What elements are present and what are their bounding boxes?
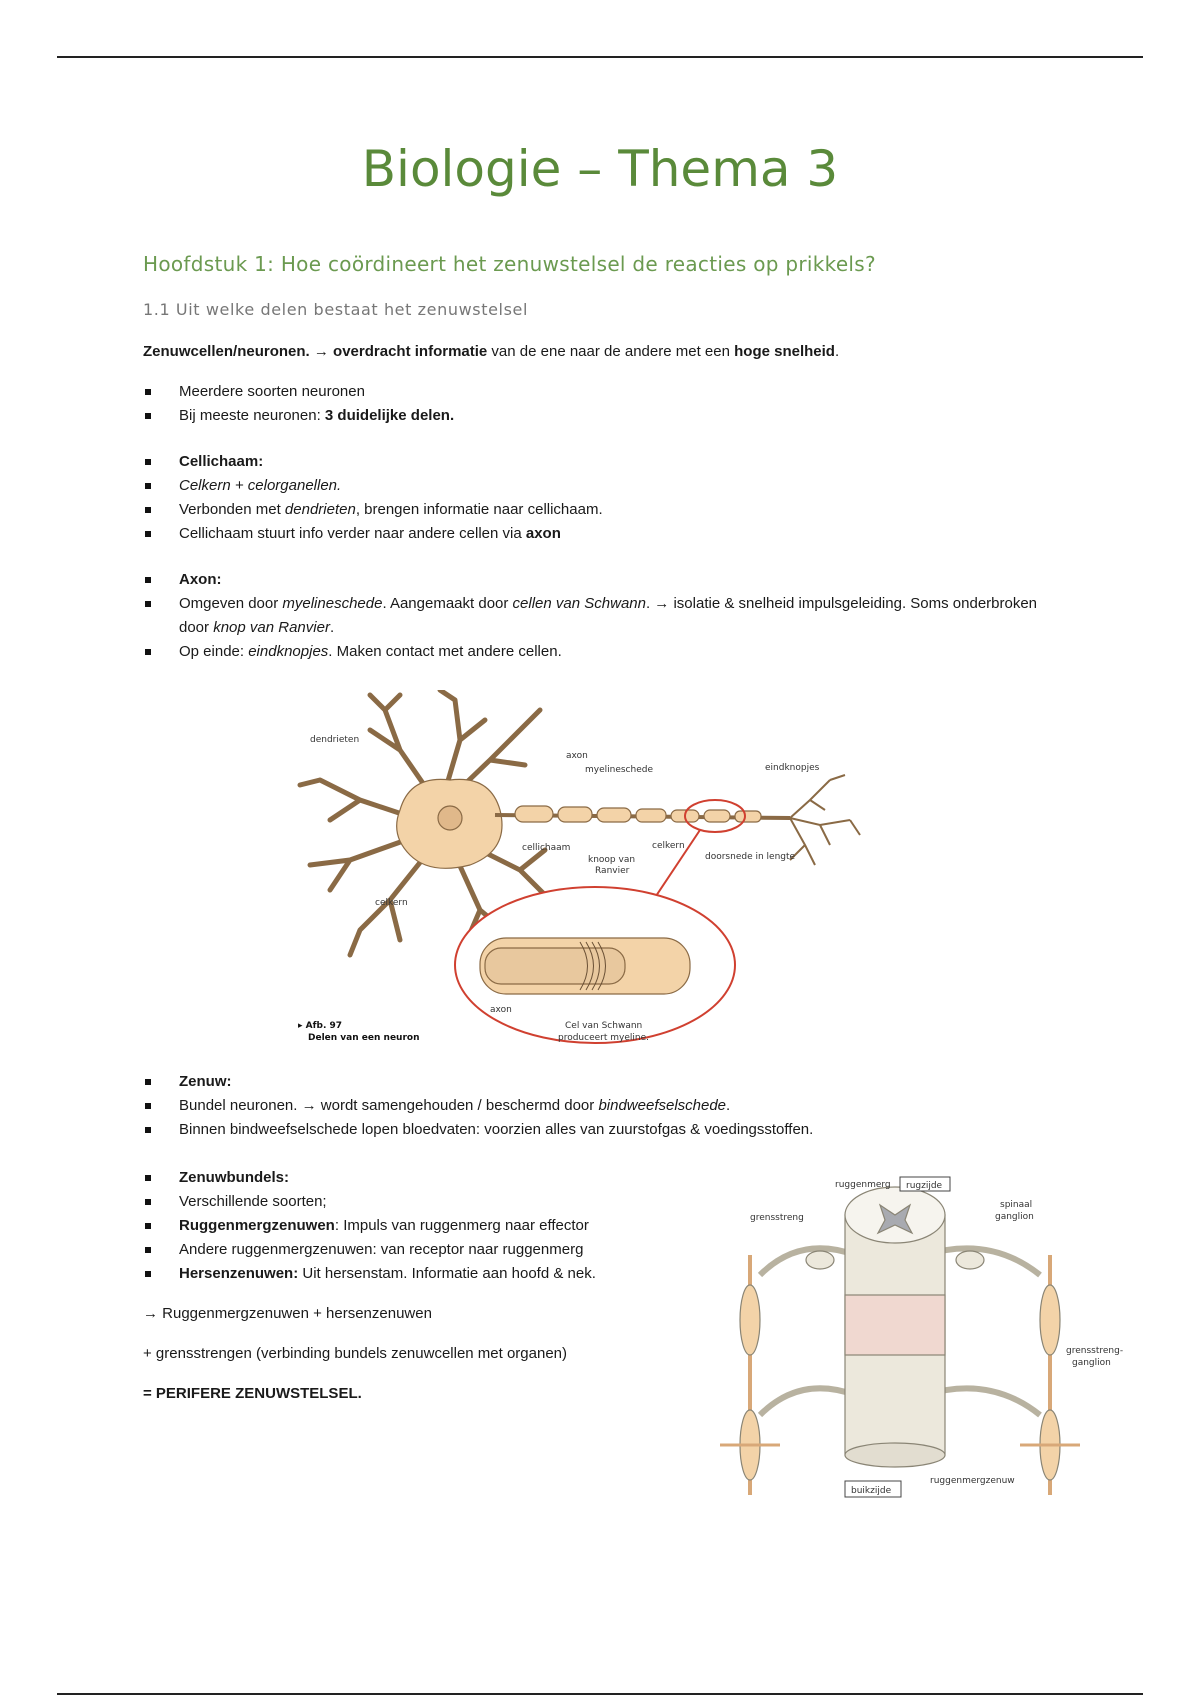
list-item-text: Celkern + celorganellen. [179,477,342,494]
terminal-branches [790,775,860,865]
text: . [726,1097,731,1114]
label-schwann-2: produceert myeline. [558,1033,649,1043]
label-axon: axon [566,751,588,761]
spine-figure [700,1165,1140,1510]
label-myelineschede: myelineschede [585,765,654,775]
intro-arrow: → [309,343,334,360]
label-schwann-1: Cel van Schwann [565,1021,643,1031]
list-item-text: Meerdere soorten neuronen [179,383,365,400]
text: . → isolatie & snelheid impulsgeleiding. Soms onderbroken door [179,595,1038,636]
list-item [143,474,1063,498]
text: . Aangemaakt door [382,595,513,612]
text: Verschillende soorten; [179,1193,327,1210]
list-item [143,592,1063,640]
list-item-heading [143,1070,1063,1094]
label-knoop-1: knoop van [588,855,636,865]
intro-term: Zenuwcellen/neuronen. [143,343,310,360]
spinal-ganglion-right [956,1251,984,1269]
top-rule [57,56,1143,58]
list-item [143,1262,683,1286]
text: dendrieten [284,501,356,518]
cellichaam-heading: Cellichaam: [179,453,264,470]
summary-line-2: + grensstrengen (verbinding bundels zenuwcellen met organen) [143,1345,568,1362]
list-item [143,380,1063,404]
list-item [143,1094,1063,1118]
text: cellen van Schwann [512,595,646,612]
text: Binnen bindweefselschede lopen bloedvaten: voorzien alles van zuurstofgas & voedingsstoffen. [179,1121,814,1138]
spinal-segment [845,1295,945,1355]
list-item [143,1118,1063,1142]
label-cellichaam: cellichaam [522,843,571,853]
label-doorsnede: doorsnede in lengte [705,852,796,862]
myelin-segment [558,807,592,822]
caption-number: ▸ Afb. 97 [298,1021,343,1031]
list-item [143,1214,683,1238]
axon-heading: Axon: [179,571,222,588]
list-item [143,522,1063,546]
list-neurons [143,380,1063,664]
neuron-figure [290,690,910,1060]
label-grensstreng: grensstreng [750,1213,804,1223]
intro-strong1: overdracht informatie [333,343,488,360]
list-item [143,640,1063,664]
text: Omgeven door [179,595,283,612]
text: axon [525,525,561,542]
text: Uit hersenstam. Informatie aan hoofd & nek. [298,1265,596,1282]
text: , brengen informatie naar cellichaam. [355,501,603,518]
label-rugzijde: rugzijde [906,1181,943,1191]
chapter-heading: Hoofdstuk 1: Hoe coördineert het zenuwstelsel de reacties op prikkels? [143,252,876,276]
myelin-segment [735,811,761,822]
text: eindknopjes [248,643,329,660]
myelin-segment [636,809,666,822]
bottom-rule [57,1693,1143,1695]
intro-mid: van de ene naar de andere met een [487,343,735,360]
label-ruggenmergzenuw: ruggenmergzenuw [930,1476,1015,1486]
page-title: Biologie – Thema 3 [361,140,839,198]
text: Cellichaam stuurt info verder naar andere cellen via [179,525,526,542]
text: Ruggenmergzenuwen [179,1217,335,1234]
text: bindweefselschede [598,1097,727,1114]
label-ruggenmerg: ruggenmerg [835,1180,891,1190]
list-item-heading [143,1166,683,1190]
axon-zoom [485,948,625,984]
spinal-ganglion-left [806,1251,834,1269]
text: Hersenzenuwen: [179,1265,299,1282]
list-item [143,498,1063,522]
summary-line-1: → Ruggenmergzenuwen + hersenzenuwen [143,1305,432,1322]
section-heading: 1.1 Uit welke delen bestaat het zenuwstelsel [143,300,529,319]
text: Andere ruggenmergzenuwen: van receptor naar ruggenmerg [179,1241,584,1258]
label-knoop-2: Ranvier [595,866,630,876]
text: knop van Ranvier [213,619,330,636]
list-item-text: Bij meeste neuronen: [179,407,325,424]
zenuwbundels-heading: Zenuwbundels: [179,1169,289,1186]
zenuw-heading: Zenuw: [179,1073,232,1090]
label-buikzijde: buikzijde [851,1486,892,1496]
list-item-heading [143,568,1063,592]
text: Bundel neuronen. → wordt samengehouden / beschermd door [179,1097,599,1114]
text: : Impuls van ruggenmerg naar effector [334,1217,589,1234]
intro-strong2: hoge snelheid [734,343,835,360]
list-item-heading [143,450,1063,474]
list-item-bold: 3 duidelijke delen. [324,407,455,424]
caption-text: Delen van een neuron [308,1033,420,1043]
label-axon-zoom: axon [490,1005,512,1015]
label-spinaal-1: spinaal [1000,1200,1033,1210]
summary-line-3: = PERIFERE ZENUWSTELSEL. [143,1385,362,1402]
label-grensstreng-ganglion-1: grensstreng- [1066,1346,1124,1356]
label-spinaal-2: ganglion [995,1212,1034,1222]
list-item [143,1238,683,1262]
label-celkern-bottom: celkern [375,898,408,908]
intro-end: . [834,343,840,360]
label-celkern-top: celkern [652,841,685,851]
ganglion-left-top [740,1285,760,1355]
ganglion-right-top [1040,1285,1060,1355]
intro-paragraph [143,342,839,362]
nucleus [438,806,462,830]
text: . [329,619,335,636]
text: Op einde: [179,643,249,660]
myelin-segment [597,808,631,822]
text: . Maken contact met andere cellen. [328,643,562,660]
text: Verbonden met [179,501,285,518]
myelin-segment [704,810,730,822]
list-item [143,1190,683,1214]
myelin-segment [515,806,553,822]
label-dendrieten: dendrieten [310,735,360,745]
list-zenuwbundels [143,1166,683,1286]
label-eindknopjes: eindknopjes [765,763,820,773]
list-zenuw [143,1070,1063,1142]
label-grensstreng-ganglion-2: ganglion [1072,1358,1111,1368]
text: myelineschede [282,595,383,612]
list-item [143,404,1063,428]
